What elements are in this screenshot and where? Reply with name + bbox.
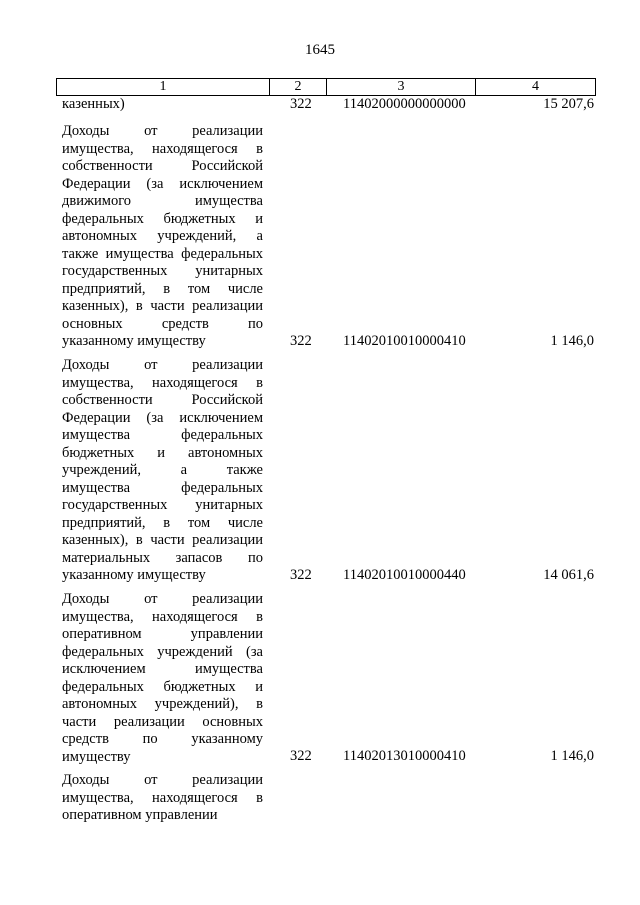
row-admin-code: 322 (290, 333, 312, 349)
description-line: собственности Российской (62, 158, 263, 174)
description-line: имуществу (62, 748, 131, 765)
row-description (62, 357, 263, 585)
row-admin-code: 322 (290, 748, 312, 764)
description-line: казенных), в части реализации (62, 298, 263, 314)
row-amount: 14 061,6 (543, 567, 594, 583)
row-amount: 1 146,0 (550, 333, 594, 349)
row-admin-code: 322 (290, 96, 312, 112)
description-line: основных средств по (62, 315, 263, 332)
description-line: указанному имуществу (62, 333, 206, 349)
description-line: имущества, находящегося в (62, 608, 263, 625)
description-line: автономных учреждений), в (62, 696, 263, 712)
description-line: имущества федеральных (62, 427, 263, 443)
row-kbk-code: 11402013010000410 (343, 748, 466, 764)
header-col-2: 2 (270, 79, 327, 96)
row-description (62, 123, 263, 351)
description-line: оперативном управлении (62, 626, 263, 642)
description-line: Федерации (за исключением (62, 175, 263, 192)
row-amount: 1 146,0 (550, 748, 594, 764)
description-line: Федерации (за исключением (62, 409, 263, 426)
description-line: предприятий, в том числе (62, 280, 263, 297)
header-col-4: 4 (476, 79, 596, 96)
page-number: 1645 (305, 42, 335, 58)
description-line: имущества федеральных (62, 479, 263, 496)
description-line: собственности Российской (62, 392, 263, 408)
description-line: средств по указанному (62, 731, 263, 747)
row-description (62, 96, 263, 114)
description-line: материальных запасов по (62, 549, 263, 566)
description-line: предприятий, в том числе (62, 514, 263, 531)
description-line: учреждений, а также (62, 462, 263, 478)
row-amount: 15 207,6 (543, 96, 594, 112)
description-line: федеральных учреждений (за (62, 643, 263, 660)
header-col-3: 3 (327, 79, 476, 96)
description-line: государственных унитарных (62, 263, 263, 279)
row-description (62, 772, 263, 825)
description-line: автономных учреждений, а (62, 228, 263, 244)
row-description (62, 591, 263, 766)
description-line: бюджетных и автономных (62, 444, 263, 461)
description-line: указанному имуществу (62, 567, 206, 583)
row-kbk-code: 11402010010000440 (343, 567, 466, 583)
table-header (56, 78, 596, 96)
description-line: Доходы от реализации (62, 772, 263, 788)
header-col-1: 1 (57, 79, 270, 96)
description-line: государственных унитарных (62, 497, 263, 513)
description-line: имущества, находящегося в (62, 140, 263, 157)
row-kbk-code: 11402000000000000 (343, 96, 466, 112)
description-line: оперативном управлении (62, 807, 218, 823)
description-line: федеральных бюджетных и (62, 210, 263, 227)
description-line: казенных), в части реализации (62, 532, 263, 548)
description-line: федеральных бюджетных и (62, 678, 263, 695)
description-line: исключением имущества (62, 661, 263, 677)
row-kbk-code: 11402010010000410 (343, 333, 466, 349)
description-line: имущества, находящегося в (62, 789, 263, 806)
description-line: движимого имущества (62, 193, 263, 209)
description-line: Доходы от реализации (62, 591, 263, 607)
description-line: Доходы от реализации (62, 123, 263, 139)
description-line: также имущества федеральных (62, 245, 263, 262)
description-line: казенных) (62, 96, 125, 112)
row-admin-code: 322 (290, 567, 312, 583)
description-line: имущества, находящегося в (62, 374, 263, 391)
description-line: Доходы от реализации (62, 357, 263, 373)
description-line: части реализации основных (62, 713, 263, 730)
